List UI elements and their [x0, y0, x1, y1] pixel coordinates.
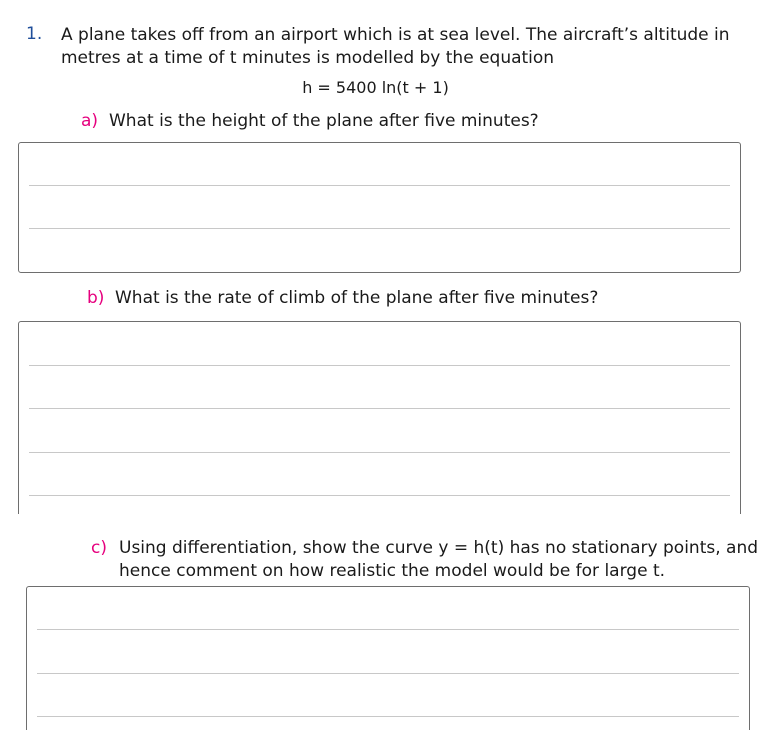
- part-a-letter: a): [81, 111, 99, 131]
- question-stem-line-1: A plane takes off from an airport which is at sea level. The aircraft’s altitude in: [61, 25, 730, 45]
- part-c-prompt: [91, 537, 758, 583]
- part-a-prompt: [81, 110, 539, 133]
- part-b-answer-line: [29, 452, 730, 453]
- part-c-text-line-2: hence comment on how realistic the model would be for large t.: [119, 561, 666, 581]
- part-c-text-line-1: Using differentiation, show the curve y = h(t) has no stationary points, and: [119, 538, 759, 558]
- part-a-answer-box[interactable]: [18, 142, 741, 273]
- question-stem-line-2: metres at a time of t minutes is modelled by the equation: [61, 48, 555, 68]
- part-b-answer-box[interactable]: [18, 321, 741, 514]
- part-c-answer-line: [37, 673, 739, 674]
- part-c-answer-line: [37, 716, 739, 717]
- part-c-answer-box[interactable]: [26, 586, 750, 730]
- part-a-answer-line: [29, 228, 730, 229]
- part-c-answer-line: [37, 629, 739, 630]
- part-c-letter: c): [91, 538, 107, 558]
- question-stem: [61, 24, 761, 70]
- part-b-prompt: [87, 287, 598, 310]
- part-b-answer-line: [29, 408, 730, 409]
- part-b-answer-line: [29, 495, 730, 496]
- part-b-text: What is the rate of climb of the plane after five minutes?: [115, 288, 599, 308]
- part-a-answer-line: [29, 185, 730, 186]
- question-number: 1.: [26, 24, 43, 44]
- part-a-text: What is the height of the plane after five minutes?: [109, 111, 539, 131]
- part-b-answer-line: [29, 365, 730, 366]
- part-c-text: [119, 537, 758, 583]
- part-b-letter: b): [87, 288, 105, 308]
- model-equation: h = 5400 ln(t + 1): [302, 78, 449, 97]
